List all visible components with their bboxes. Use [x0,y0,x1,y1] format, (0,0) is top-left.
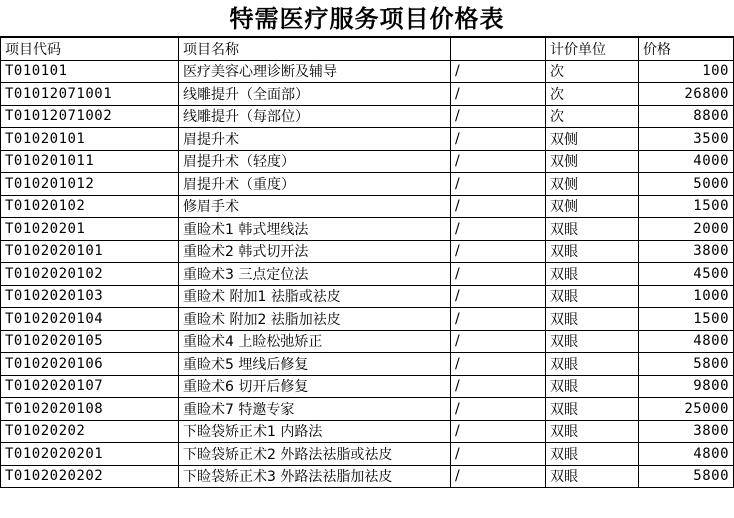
cell-price[interactable]: 5000 [639,173,734,196]
cell-code[interactable]: T01020102 [1,195,179,218]
cell-unit[interactable]: 双眼 [546,285,639,308]
cell-price[interactable]: 25000 [639,398,734,421]
cell-unit[interactable]: 次 [546,105,639,128]
cell-sep[interactable]: / [451,420,546,443]
table-row [1,60,734,83]
cell-name[interactable]: 重睑术7 特邀专家 [179,398,451,421]
cell-name[interactable]: 重睑术 附加1 祛脂或祛皮 [179,285,451,308]
cell-sep[interactable]: / [451,375,546,398]
cell-name[interactable]: 线雕提升（每部位） [179,105,451,128]
cell-price[interactable]: 1500 [639,195,734,218]
sheet-title: 特需医疗服务项目价格表 [0,0,734,37]
cell-code[interactable]: T0102020101 [1,240,179,263]
cell-unit[interactable]: 双侧 [546,150,639,173]
header-name[interactable]: 项目名称 [179,38,451,61]
table-row [1,218,734,241]
cell-unit[interactable]: 双眼 [546,240,639,263]
cell-unit[interactable]: 双眼 [546,308,639,331]
cell-sep[interactable]: / [451,240,546,263]
header-code[interactable]: 项目代码 [1,38,179,61]
cell-sep[interactable]: / [451,285,546,308]
table-row [1,465,734,488]
cell-sep[interactable]: / [451,353,546,376]
cell-name[interactable]: 下睑袋矫正术2 外路法祛脂或祛皮 [179,443,451,466]
cell-code[interactable]: T0102020201 [1,443,179,466]
cell-code[interactable]: T01012071001 [1,83,179,106]
cell-unit[interactable]: 双眼 [546,353,639,376]
cell-code[interactable]: T010201012 [1,173,179,196]
cell-sep[interactable]: / [451,465,546,488]
cell-name[interactable]: 重睑术5 埋线后修复 [179,353,451,376]
cell-unit[interactable]: 双眼 [546,465,639,488]
cell-price[interactable]: 3800 [639,240,734,263]
cell-name[interactable]: 重睑术2 韩式切开法 [179,240,451,263]
cell-unit[interactable]: 双侧 [546,173,639,196]
cell-price[interactable]: 100 [639,60,734,83]
cell-code[interactable]: T0102020106 [1,353,179,376]
cell-sep[interactable]: / [451,398,546,421]
cell-name[interactable]: 眉提升术（轻度） [179,150,451,173]
cell-price[interactable]: 9800 [639,375,734,398]
cell-price[interactable]: 3800 [639,420,734,443]
cell-sep[interactable]: / [451,60,546,83]
cell-name[interactable]: 重睑术3 三点定位法 [179,263,451,286]
header-sep[interactable] [451,38,546,61]
cell-price[interactable]: 1000 [639,285,734,308]
cell-sep[interactable]: / [451,218,546,241]
cell-code[interactable]: T0102020104 [1,308,179,331]
cell-name[interactable]: 下睑袋矫正术1 内路法 [179,420,451,443]
cell-unit[interactable]: 次 [546,83,639,106]
header-price[interactable]: 价格 [639,38,734,61]
cell-name[interactable]: 线雕提升（全面部） [179,83,451,106]
table-row [1,128,734,151]
cell-code[interactable]: T0102020202 [1,465,179,488]
cell-price[interactable]: 26800 [639,83,734,106]
cell-code[interactable]: T01020202 [1,420,179,443]
cell-unit[interactable]: 双侧 [546,195,639,218]
table-row [1,398,734,421]
cell-sep[interactable]: / [451,443,546,466]
cell-unit[interactable]: 双眼 [546,443,639,466]
table-row [1,443,734,466]
table-row [1,83,734,106]
table-row [1,420,734,443]
price-table [0,37,734,488]
cell-code[interactable]: T0102020103 [1,285,179,308]
table-row [1,150,734,173]
table-row [1,308,734,331]
cell-unit[interactable]: 双眼 [546,420,639,443]
cell-code[interactable]: T0102020102 [1,263,179,286]
cell-code[interactable]: T0102020107 [1,375,179,398]
cell-name[interactable]: 眉提升术 [179,128,451,151]
cell-price[interactable]: 4800 [639,330,734,353]
table-row [1,285,734,308]
cell-name[interactable]: 重睑术 附加2 祛脂加祛皮 [179,308,451,331]
cell-name[interactable]: 医疗美容心理诊断及辅导 [179,60,451,83]
cell-name[interactable]: 修眉手术 [179,195,451,218]
cell-unit[interactable]: 双眼 [546,398,639,421]
cell-name[interactable]: 重睑术4 上睑松弛矫正 [179,330,451,353]
cell-unit[interactable]: 双眼 [546,218,639,241]
cell-unit[interactable]: 双眼 [546,263,639,286]
cell-sep[interactable]: / [451,83,546,106]
table-row [1,353,734,376]
cell-unit[interactable]: 双眼 [546,375,639,398]
cell-sep[interactable]: / [451,173,546,196]
cell-code[interactable]: T010201011 [1,150,179,173]
cell-code[interactable]: T010101 [1,60,179,83]
cell-price[interactable]: 3500 [639,128,734,151]
cell-price[interactable]: 2000 [639,218,734,241]
cell-price[interactable]: 4800 [639,443,734,466]
cell-unit[interactable]: 次 [546,60,639,83]
table-row [1,240,734,263]
cell-sep[interactable]: / [451,308,546,331]
table-row [1,195,734,218]
cell-price[interactable]: 1500 [639,308,734,331]
cell-price[interactable]: 5800 [639,465,734,488]
cell-sep[interactable]: / [451,330,546,353]
cell-price[interactable]: 4500 [639,263,734,286]
table-row [1,263,734,286]
cell-sep[interactable]: / [451,128,546,151]
cell-price[interactable]: 4000 [639,150,734,173]
table-row [1,330,734,353]
cell-code[interactable]: T01020101 [1,128,179,151]
cell-sep[interactable]: / [451,150,546,173]
cell-price[interactable]: 8800 [639,105,734,128]
cell-name[interactable]: 下睑袋矫正术3 外路法祛脂加祛皮 [179,465,451,488]
table-row [1,173,734,196]
table-row [1,105,734,128]
cell-code[interactable]: T0102020105 [1,330,179,353]
cell-name[interactable]: 重睑术1 韩式埋线法 [179,218,451,241]
cell-sep[interactable]: / [451,263,546,286]
cell-price[interactable]: 5800 [639,353,734,376]
cell-unit[interactable]: 双侧 [546,128,639,151]
table-row [1,375,734,398]
header-unit[interactable]: 计价单位 [546,38,639,61]
cell-name[interactable]: 重睑术6 切开后修复 [179,375,451,398]
cell-sep[interactable]: / [451,195,546,218]
cell-sep[interactable]: / [451,105,546,128]
cell-code[interactable]: T01020201 [1,218,179,241]
cell-name[interactable]: 眉提升术（重度） [179,173,451,196]
cell-unit[interactable]: 双眼 [546,330,639,353]
header-row [1,38,734,61]
cell-code[interactable]: T0102020108 [1,398,179,421]
cell-code[interactable]: T01012071002 [1,105,179,128]
